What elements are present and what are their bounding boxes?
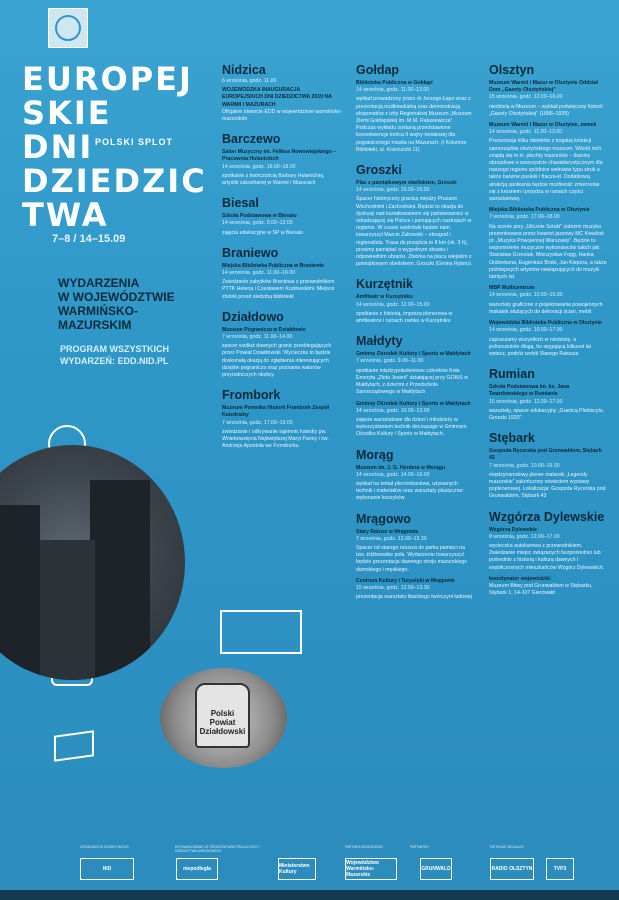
region-line: WARMIŃSKO- xyxy=(58,304,138,318)
coordinator-label: koordynator wojewódzki: xyxy=(489,575,552,582)
sponsor-logo: Ministerstwo Kultury xyxy=(278,858,316,880)
event-desc: Spacer od starego ratusza do parku pamięci na tzw. źdźbowskie pola. Wydarzeniu towarzyszyć będzie prezentacja dawnego stroju mazurskiego damskiego i męskiego. xyxy=(356,544,468,573)
museum-icon xyxy=(220,610,302,654)
city-heading: Braniewo xyxy=(222,245,279,260)
event-date: 14 września, godz. 12.00–15.00 xyxy=(356,301,430,308)
event-venue: Miejska Biblioteka Publiczna w Olsztynie xyxy=(489,207,590,214)
city-heading: Morąg xyxy=(356,447,394,462)
event-venue: Szkoła Podstawowa im. ks. Jana Twardowskiego w Rumianie xyxy=(489,384,570,398)
event-desc: Na scenie przy „Ulicznie Sztuki” zabrzmi muzyka prezentowana przez kwartet jazzowy MC Kwadrat pt. „Muzyka Powojennej Warszawy”. Będzie to wspomnienie muzyczne wykonawców takich jak: Stanisław Grzesiuk, Mieczysław Fogg, Hanka Ordonówna, Eugeniusz Bodo, Jan Kiepura, a także późniejszych artystów nawiązujących do muzyki tamtych lat. xyxy=(489,223,607,281)
event-venue: Gminny Ośrodek Kultury i Sportu w Małdytach xyxy=(356,351,471,358)
event-date: 14 września, godz. 10.00–17.00 xyxy=(489,327,563,334)
event-desc: wykład prowadzony przez dr Jerzego Łapo wraz z prezentacją multimedialną oraz demonstracją eksponatów z izby Regionalnej Muzeum „Muzeum Ziemi Gołdapskiej im. M.M. Ratasiewicza”. Podczas wykładu zostaną przedstawione konsekwencje końca II wojny światowej dla pogranicznego miasta na Mazurach. (I Kolumna Biblioteki, ul. Kościuszki 11) xyxy=(356,96,472,153)
event-venue: Biblioteka Publiczna w Gołdapi xyxy=(356,80,433,86)
event-date: 15 września, godz. 12.00–13.30 xyxy=(356,584,430,591)
city-heading: Małdyty xyxy=(356,334,403,349)
event-venue: Amfiteatr w Kurzętniku xyxy=(356,294,413,301)
event-date: 14 września, godz. 11.00–13.00 xyxy=(356,87,430,94)
event-desc: zajęcia warsztatowe dla dzieci i młodzieży w wykorzystaniem technik decoupage w Gminnym Ośrodku Kultury i Sportu w Małdytach. xyxy=(356,416,467,438)
event-desc: Zwiedzanie zabytków Braniewa z przewodnikiem PTTK Heleną i Czesławem Kozłowskimi. Miejsce zbiórki przed siedzibą biblioteki. xyxy=(222,279,335,300)
city-heading: Frombork xyxy=(222,388,281,403)
event-date: 14 września, godz. 14.00–16.00 xyxy=(356,471,430,478)
event-date: 7 września, godz. 11.00–14.00 xyxy=(222,334,293,341)
event-venue: Szkoła Podstawowa w Biesalu xyxy=(222,213,297,220)
city-heading: Wzgórza Dylewskie xyxy=(489,509,605,524)
title-line: DZIEDZIC xyxy=(22,162,207,200)
event-venue: WOJEWÓDZKA INAUGURACJA EUROPEJSKICH DNI DZIEDZICTWA 2019 NA WARMII I MAZURACH xyxy=(222,87,332,108)
event-desc: spacer wzdłuż dawnych granic przebiegających przez Powiat Działdowski. Wycieczka to będzie doskonałą okazją do zgłębienia interesujących dziejów pogranicza oraz poznania walorów przyrodniczych okolicy. xyxy=(222,343,332,379)
event-date: 14 września, godz. 11.00–13.00 xyxy=(489,129,563,136)
event-venue: Muzeum Pogranicza w Działdowie xyxy=(222,326,306,333)
event-date: 7 września, godz. 17.00–18.00 xyxy=(489,214,560,221)
city-heading: Stębark xyxy=(489,431,535,446)
castle-photo xyxy=(0,445,185,680)
footer-label: ORGANIZATOR KOORDYNATOR xyxy=(80,845,129,849)
event-date: 14 września, godz. 9.00–13.00 xyxy=(222,220,293,227)
column-3 xyxy=(489,62,607,601)
subtitle: POLSKI SPLOT xyxy=(95,137,174,147)
event-desc: niedziela w Muzeum – wykład poświęcony historii „Gazety Olsztyńskiej” (1886–1939) xyxy=(489,103,603,117)
region-line: MAZURSKIM xyxy=(58,318,132,332)
event-desc: Prezentacja kilku obiektów z bogatej kolekcji samorządów olsztyńskiego muzeum. Wśród nich znajdą się m.in. płachty mazurskie – tkaniny obrzędowe o wzorzystcie charakterystycznym dla naszego regionu spódnice wełniane typu struk a także barwne pasiaki i fracza-ki. Dodatkową atrakcją spotkania będzie możliwość zmierzenia się z krosnem i przędza w ramach części warsztatowej. xyxy=(489,138,603,203)
sponsor-logo: Województwo Warmińsko-Mazurskie xyxy=(345,858,397,880)
event-venue: Gminny Ośrodek Kultury i Sportu w Małdytach xyxy=(356,400,471,407)
stars-icon xyxy=(55,15,81,41)
event-date: 7 września, godz. 10.00–19.00 xyxy=(489,462,560,469)
city-heading: Nidzica xyxy=(222,63,266,77)
event-date: 15 września, godz. 12.00–17.00 xyxy=(489,398,563,405)
title-line: SKIE xyxy=(22,94,112,132)
title-line: EUROPEJ xyxy=(22,60,193,98)
city-heading: Kurzętnik xyxy=(356,277,413,292)
city-heading: Działdowo xyxy=(222,309,284,324)
event-desc: spotkanie międzypokoleniowe członków Koła Emeryta „Złota Jesień” działającej przy GOKiS w Małdytach, z dziećmi z Przedszkola Samorządowego w Małdytach xyxy=(356,367,468,396)
footer-label: PARTNERZY xyxy=(410,845,430,849)
poster-title xyxy=(22,60,207,234)
region-heading xyxy=(58,276,218,332)
event-venue: Stary Ratusz w Mrągowie xyxy=(356,528,419,535)
event-desc: zajęcia edukacyjne w SP w Biesalu xyxy=(222,229,303,236)
city-heading: Rumian xyxy=(489,367,535,382)
event-desc: Spacer historyczny granicą między Prusami Wschodnimi i Zachodnimi. Będzie to okazja do dyskusji nad kształtowaniem się państwowości w odradzającej się Polsce i panujących nastrojach w regionie. W czasie wędrówki będzie nam towarzyszył Marcin Żabowski – etnograf i regionalista. Trasa do przejścia to 8 km (ok. 3 h), prosimy pamiętać o wygodnym obuwiu i odpowiednim ubraniu. Zbiórka na placu wiejskim z pamiątkowym obeliskiem, Groszki (Gmina Rybno). xyxy=(356,196,473,268)
event-date: 14 września, godz. 11.00–16.00 xyxy=(222,270,296,277)
sponsor-logo: RADIO OLSZTYN xyxy=(490,858,534,880)
event-venue: Muzeum Warmii i Mazur w Olsztynie Oddział Dom „Gazety Olsztyńskiej” xyxy=(489,80,598,94)
event-venue: Muzeum Pomnika Historii Frombork Zespół Katedralny xyxy=(222,405,329,419)
city-heading: Gołdap xyxy=(356,63,400,77)
sponsor-logo: niepodległa xyxy=(176,858,218,880)
event-desc: zapraszamy wszystkich w niedzielę, a jednocześnie długą, bo sięgającą kilkuset lat wstecz, podróż wokół Starego Ratusza xyxy=(489,336,592,357)
region-line: W WOJEWÓDZTWIE xyxy=(58,290,175,304)
city-heading: Olsztyn xyxy=(489,63,535,77)
event-desc: wykład na temat plecionkarstwa, używanych technik i materiałów oraz warsztaty plastyczne: wykonanie koszyków. xyxy=(356,480,464,502)
event-venue: Muzeum Warmii i Mazur w Olsztynie, zamek xyxy=(489,122,597,129)
event-date: 7 września, godz. 12.00–13.30 xyxy=(356,535,427,542)
title-line: TWA xyxy=(22,196,109,234)
event-date: 7 września, godz. 9.00–11.00 xyxy=(356,358,424,365)
event-venue: Miejska Biblioteka Publiczna w Braniewie xyxy=(222,262,325,269)
event-desc: prezentacja warsztatu tkackiego twórczyni ludowej xyxy=(356,594,472,601)
event-desc: wycieczka autokarowa z przewodnikiem. Zwiedzanie miejsc związanych bezpośrednio lub pośrednio z historią i kulturą dawnych i współczesnych mieszkańców Wzgórz Dylewskich. xyxy=(489,542,605,571)
event-desc: Oficjalne otwarcie EDD w województwie warmińsko-mazurskim xyxy=(222,108,342,123)
event-venue: MBP Multicentrum xyxy=(489,285,535,292)
event-desc: warsztaty graficzne z projektowania powojennych makatek służących do dekoracji ścian, mebli xyxy=(489,301,603,315)
city-heading: Mrągowo xyxy=(356,511,411,526)
event-date: 15 września, godz. 12.00–16.00 xyxy=(489,94,563,101)
event-date: 14 września, godz. 10.00–15.00 xyxy=(489,292,563,299)
sponsor-logo: GRUNWALD xyxy=(420,858,452,880)
program-info xyxy=(60,343,210,367)
program-line: PROGRAM WSZYSTKICH xyxy=(60,344,169,354)
footer-label: PATRONAT MEDIALNY xyxy=(490,845,524,849)
edd-logo xyxy=(48,8,88,48)
city-heading: Barczewo xyxy=(222,132,281,147)
event-venue: Muzeum im. J. G. Herdera w Morągu xyxy=(356,464,446,471)
title-line: DNI xyxy=(22,128,94,166)
event-venue: Salon Muzyczny im. Feliksa Nowowiejskiego – Pracownia Hulanickich xyxy=(222,149,337,163)
footer-label: DOFINANSOWANO ZE ŚRODKÓW MINISTRA KULTURY I DZIEDZICTWA NARODOWEGO xyxy=(175,845,260,853)
column-1 xyxy=(222,62,342,455)
coordinator-text: Muzeum Bitwy pod Grunwaldem w Stębarku, Stębark 1, 14-107 Gierzwałd xyxy=(489,582,593,597)
flag-icon xyxy=(54,730,94,762)
event-venue: Plac z pamiątkowym obeliskiem, Groszki xyxy=(356,180,457,187)
event-desc: warsztaty, spacer edukacyjny „Granicą Plebiscytu. Groszki 1920”. xyxy=(489,407,605,421)
event-date: 7 września, godz. 17.00–19.00 xyxy=(222,419,293,426)
sponsor-logo: NID xyxy=(80,858,134,880)
event-venue: Centrum Kultury i Turystyki w Mrągowie xyxy=(356,577,455,584)
event-desc: międzynarodowy plener malarski „Legendy mazurskie” zakończony otwarciem wystawy poplenerowej. Lokalizacja: Gospoda Rycerska pod Grunwaldem, Stębark 43 xyxy=(489,471,606,500)
event-date: 14 września, godz. 10.00–13.00 xyxy=(356,407,430,414)
event-desc: zwiedzanie i odkrywanie tajemnic katedry pw. Wniebowzięcia Najświętszej Maryi Panny i św. Andrzeja Apostoła we Fromborku. xyxy=(222,428,329,450)
event-venue: Wojewódzka Biblioteka Publiczna w Olsztynie xyxy=(489,320,602,327)
event-venue: Wzgórza Dylewskie xyxy=(489,526,537,533)
event-desc: spotkanie z twórczością Barbary Hulanickiej, artystki zakochanej w Warmii i Mazurach xyxy=(222,172,325,187)
event-venue: Gospoda Rycerska pod Grunwaldem, Stębark 43 xyxy=(489,448,602,462)
event-date: 14 września, godz. 16.00–18.00 xyxy=(222,163,296,170)
event-dates: 7–8 / 14–15.09 xyxy=(52,233,126,245)
footer-label: PARTNER WOJEWÓDZKI xyxy=(345,845,383,849)
boundary-stone-photo xyxy=(160,668,287,768)
region-line: WYDARZENIA xyxy=(58,276,140,290)
event-date: 14 września, godz. 10.00–15.00 xyxy=(356,187,430,194)
event-desc: spotkanie z historią, impreza plenerowa w amfiteatrze i ruinach zamku w Kurzętniku xyxy=(356,310,453,325)
event-date: 8 września, godz. 12.00–17.00 xyxy=(489,533,560,540)
sponsor-logo: TVP3 xyxy=(546,858,574,880)
frame-edge xyxy=(0,890,619,900)
event-date: 6 września, godz. 11.00 xyxy=(222,78,277,84)
city-heading: Biesal xyxy=(222,196,259,211)
column-2 xyxy=(356,62,474,605)
program-link: WYDARZEŃ: EDD.NID.PL xyxy=(60,356,169,366)
city-heading: Groszki xyxy=(356,163,402,178)
stone-inscription: Polski Powiat Działdowski xyxy=(195,683,250,748)
